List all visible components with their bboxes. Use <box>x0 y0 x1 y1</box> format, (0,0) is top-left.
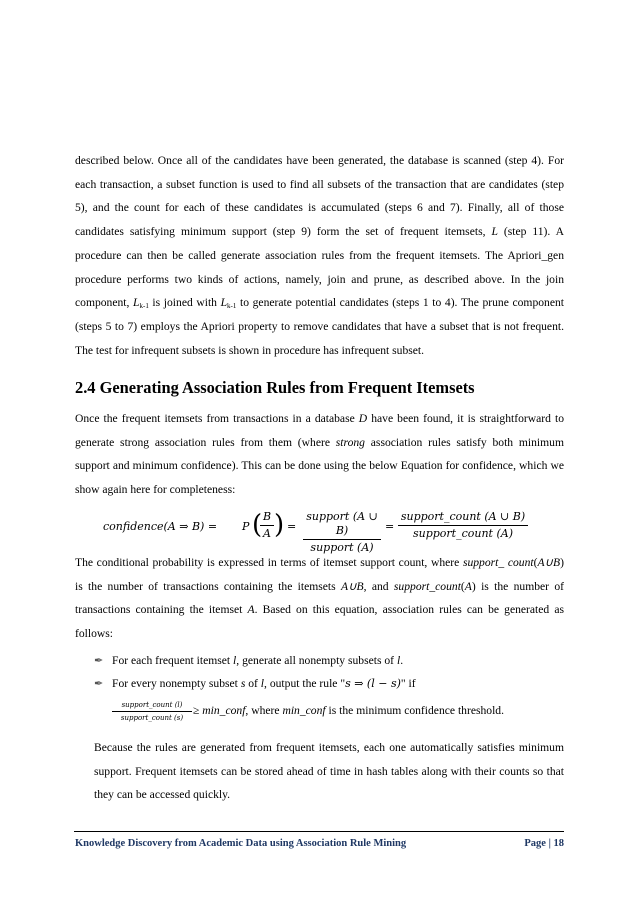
footer-title: Knowledge Discovery from Academic Data using Association Rule Mining <box>75 838 407 849</box>
equation-lhs: confidence(A ⇒ B) = <box>103 520 218 533</box>
footer-divider <box>74 831 564 832</box>
fraction-support: support (A ∪ B) support (A) <box>303 510 381 555</box>
right-paren: ) <box>274 510 285 540</box>
equals-sign: = <box>287 520 297 533</box>
list-item-bullet-1: ✒ For each frequent itemset l, generate all nonempty subsets of l. <box>94 651 403 671</box>
pen-bullet-icon: ✒ <box>94 655 104 667</box>
equals-sign-2: = <box>385 520 395 533</box>
left-paren: ( <box>252 510 263 540</box>
page-number: Page | 18 <box>524 838 564 849</box>
min-conf-condition: ≥ min_conf, where min_conf is the minimum confidence threshold. <box>193 704 504 717</box>
list-item-bullet-2: ✒ For every nonempty subset s of l, output the rule "s ⇒ (l − s)" if <box>94 674 416 694</box>
paragraph-apriori-steps: described below. Once all of the candidates have been generated, the database is scanned (step 4). For each transaction, a subset function is used to find all subsets of the transaction that are candidates (step 5), and the count for each of these candidates is accumulated (steps 6 and 7). Finally, all of those candidates satisfying minimum support (step 9) form the set of frequent itemsets, L (step 11). A procedure can then be called generate association rules from the frequent itemsets. The Apriori_gen procedure performs two kinds of actions, namely, join and prune, as described above. In the join component, $L_{k-1}$ is joined with $L_{k-1}$ to generate potential candidates (steps 1 to 4). The prune component (steps 5 to 7) employs the Apriori property to remove candidates that have a subset that is not frequent. The test for infrequent subsets is shown in procedure has infrequent subset. <box>75 154 565 357</box>
section-heading: 2.4 Generating Association Rules from Frequent Itemsets <box>75 378 475 397</box>
paragraph-intro-rules: Once the frequent itemsets from transactions in a database D have been found, it is straightforward to generate strong association rules from them (where strong association rules satisfy both minimum support and minimum confidence). This can be done using the below Equation for confidence, which we show again here for completeness: <box>75 412 564 497</box>
confidence-equation <box>0 508 638 554</box>
paragraph-conditional-probability: The conditional probability is expressed in terms of itemset support count, where support_ count(A∪B) is the number of transactions containing the itemsets A∪B, and support_count(A) is the number of transactions containing the itemset A. Based on this equation, association rules can be generated as follows: <box>75 556 564 641</box>
fraction-min-conf: support_count (l) support_count (s) <box>112 700 192 723</box>
fraction-support-count: support_count (A ∪ B) support_count (A) <box>398 510 528 541</box>
fraction-b-over-a: B A <box>260 510 274 541</box>
pen-bullet-icon: ✒ <box>94 678 104 690</box>
paragraph-min-support: Because the rules are generated from frequent itemsets, each one automatically satisfies minimum support. Frequent itemsets can be stored ahead of time in hash tables along with their counts so that they can be accessed quickly. <box>94 741 564 802</box>
equation-p: P <box>242 520 250 533</box>
